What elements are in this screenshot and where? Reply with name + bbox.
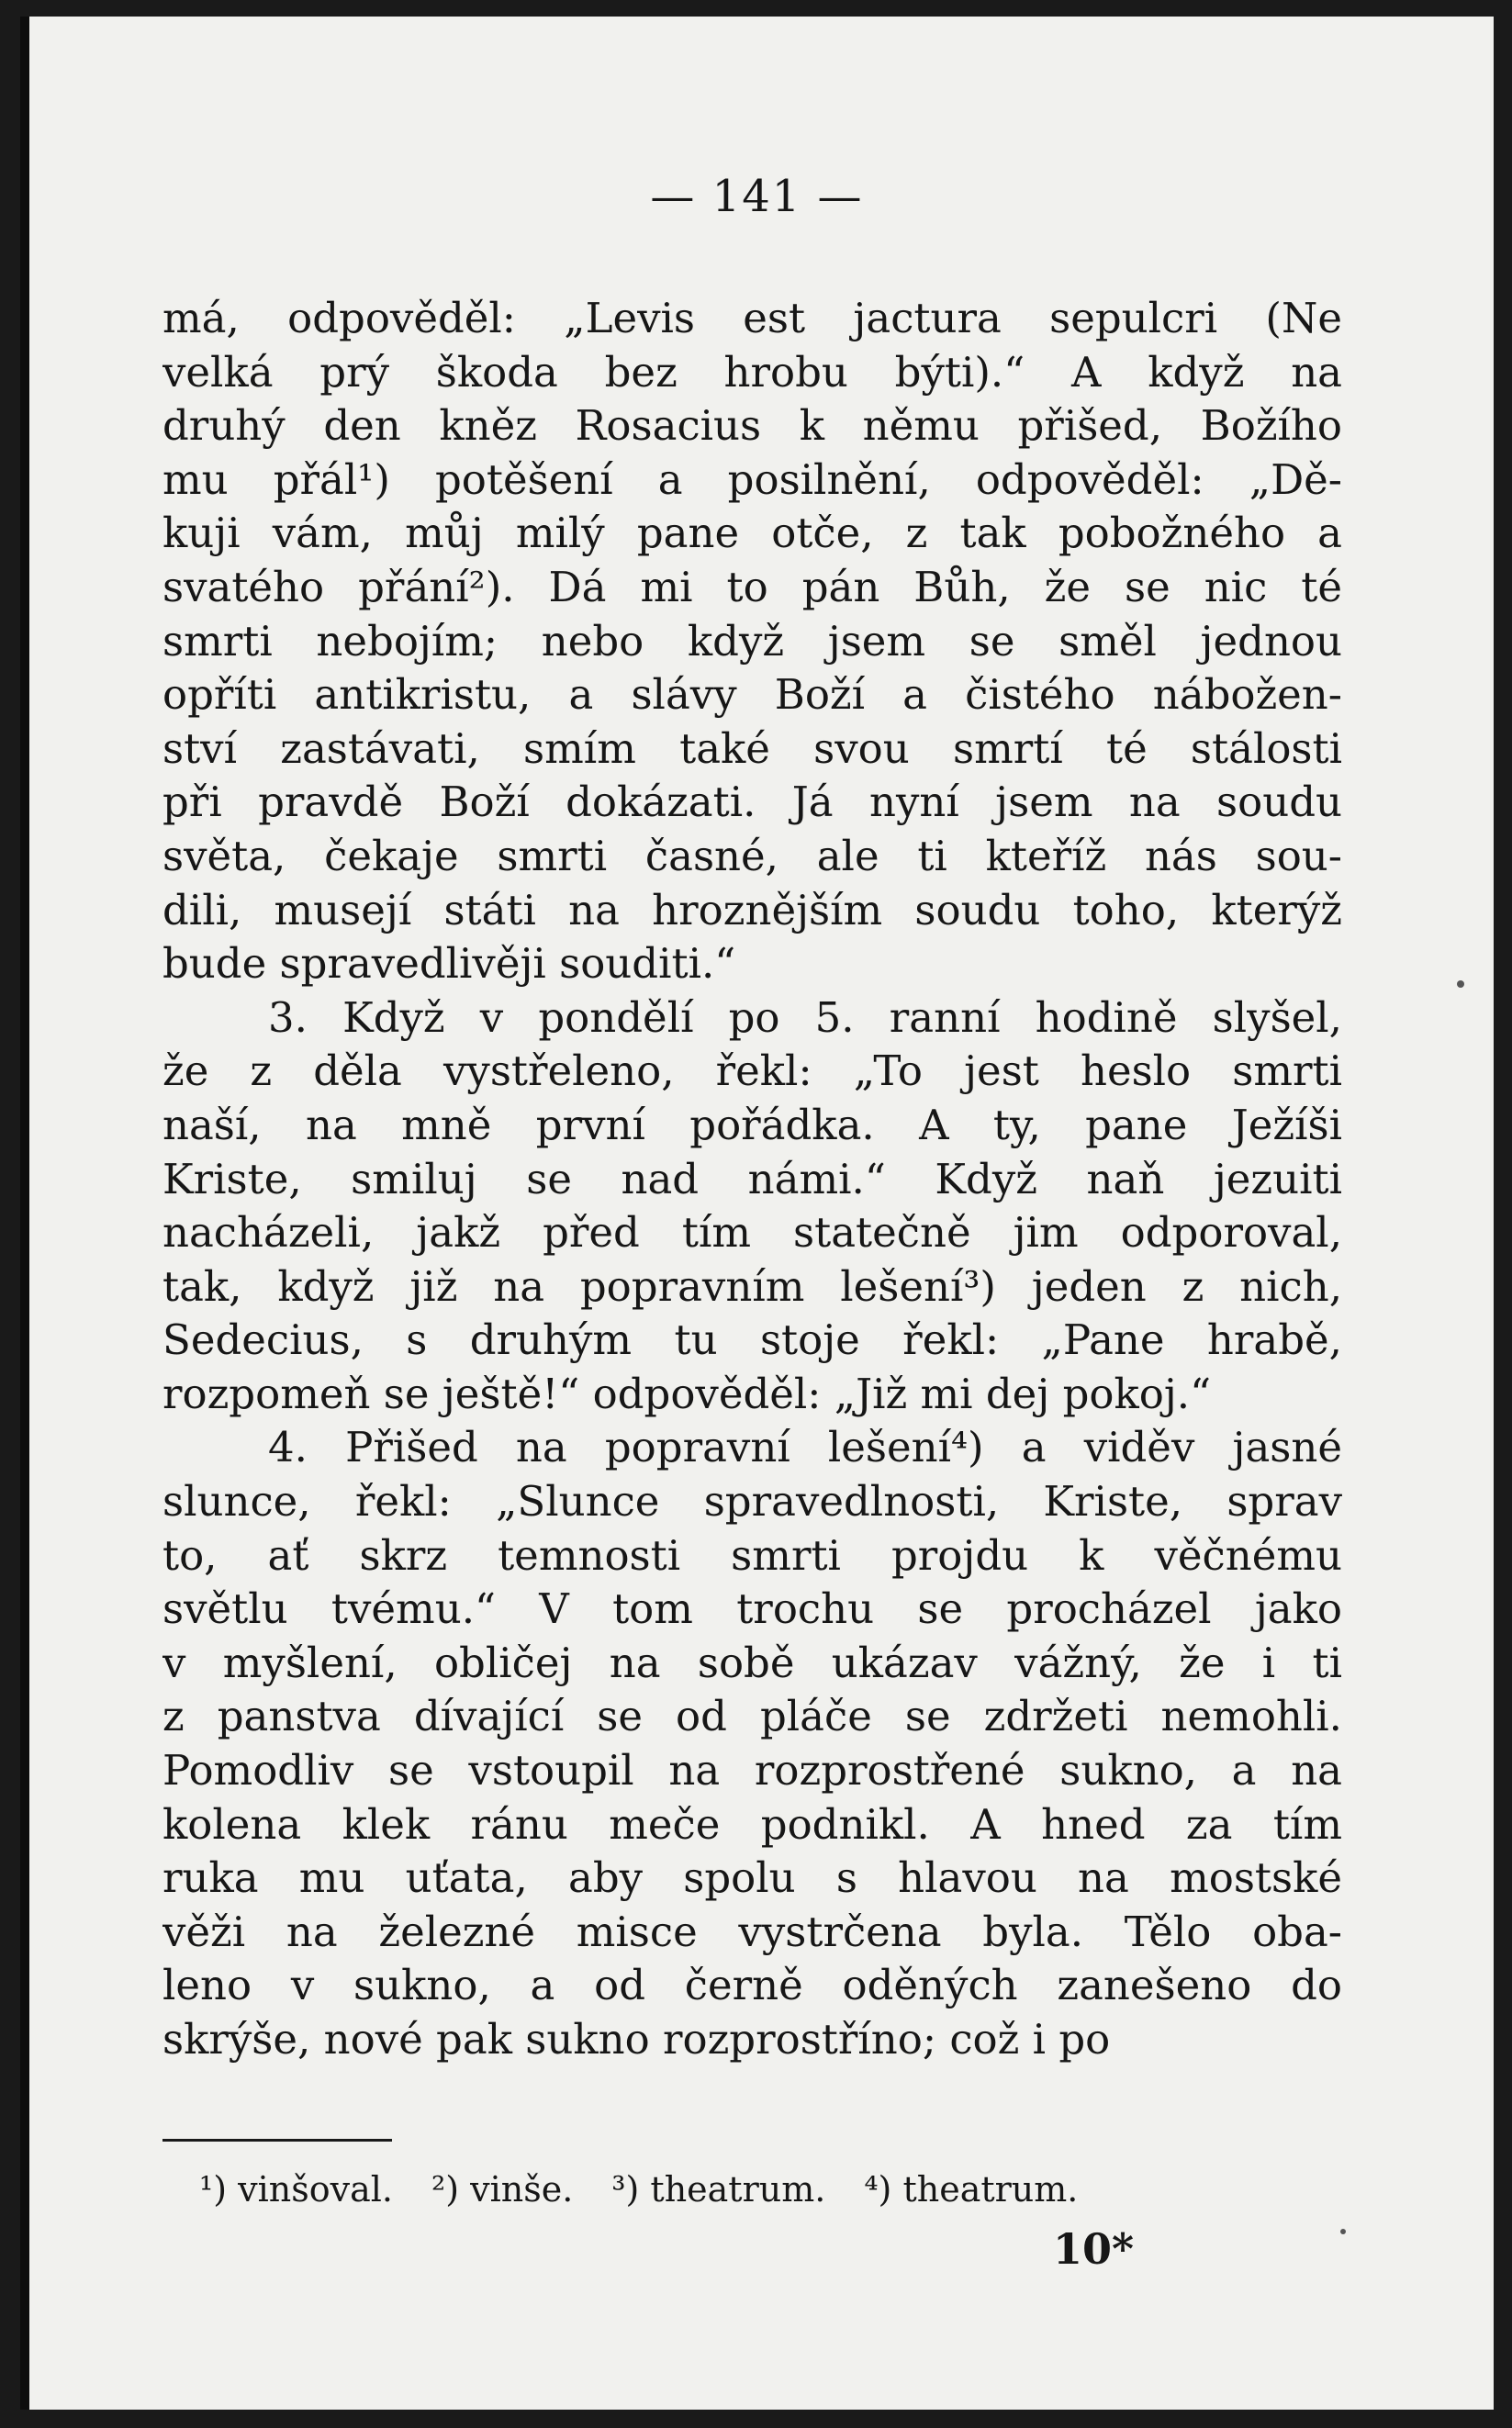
- text-line: rozpomeň se ještě!“ odpověděl: „Již mi dej pokoj.“: [162, 1369, 1212, 1418]
- text-line: naší, na mně první pořádka. A ty, pane Ježíši: [162, 1100, 1342, 1149]
- footnote: ⁴) theatrum.: [864, 2169, 1079, 2210]
- text-line: svatého přání²). Dá mi to pán Bůh, že se nic té: [162, 562, 1342, 611]
- text-line: mu přál¹) potěšení a posilnění, odpověděl: „Dě-: [162, 454, 1342, 504]
- text-line: velká prý škoda bez hrobu býti).“ A když na: [162, 347, 1342, 397]
- book-page: [20, 17, 1494, 2410]
- text-line: tak, když již na popravním lešení³) jeden z nich,: [162, 1261, 1342, 1311]
- text-line: že z děla vystřeleno, řekl: „To jest heslo smrti: [162, 1046, 1342, 1096]
- footnote: ²) vinše.: [431, 2169, 574, 2210]
- text-line: druhý den kněz Rosacius k němu přišed, Božího: [162, 401, 1342, 451]
- text-line: Kriste, smiluj se nad námi.“ Když naň jezuiti: [162, 1154, 1342, 1203]
- footnote: ³) theatrum.: [611, 2169, 826, 2210]
- footnote-separator: [162, 2139, 392, 2142]
- page-edge-shadow: [20, 17, 29, 2410]
- text-line: bude spravedlivěji souditi.“: [162, 939, 736, 989]
- footnotes: [199, 2169, 1282, 2210]
- text-line: v myšlení, obličej na sobě ukázav vážný, že i ti: [162, 1638, 1342, 1687]
- text-line: dili, musejí státi na hroznějším soudu toho, kterýž: [162, 885, 1342, 934]
- text-line: skrýše, nové pak sukno rozprostříno; což i po: [162, 2015, 1111, 2064]
- text-line: nacházeli, jakž před tím statečně jim odporoval,: [162, 1208, 1342, 1258]
- footnote: ¹) vinšoval.: [199, 2169, 393, 2210]
- page-number: — 141 —: [650, 171, 864, 222]
- text-line: 4. Přišed na popravní lešení⁴) a viděv jasné: [268, 1423, 1342, 1472]
- text-line: kuji vám, můj milý pane otče, z tak pobožného a: [162, 509, 1342, 558]
- text-line: z panstva dívající se od pláče se zdržeti nemohli.: [162, 1692, 1342, 1741]
- paper-speck: [1340, 2229, 1346, 2234]
- text-line: kolena klek ránu meče podnikl. A hned za tím: [162, 1799, 1342, 1849]
- text-line: Pomodliv se vstoupil na rozprostřené sukno, a na: [162, 1746, 1342, 1796]
- text-line: ství zastávati, smím také svou smrtí té stálosti: [162, 723, 1342, 773]
- text-line: slunce, řekl: „Slunce spravedlnosti, Kriste, sprav: [162, 1477, 1342, 1527]
- text-line: 3. Když v pondělí po 5. ranní hodině slyšel,: [268, 992, 1342, 1042]
- text-line: světlu tvému.“ V tom trochu se procházel jako: [162, 1584, 1342, 1634]
- body-text: [162, 292, 1342, 2067]
- text-line: světa, čekaje smrti časné, ale ti kteříž nás sou-: [162, 831, 1342, 880]
- text-line: to, ať skrz temnosti smrti projdu k věčnému: [162, 1530, 1342, 1580]
- signature-mark: 10*: [1053, 2224, 1135, 2274]
- text-line: smrti nebojím; nebo když jsem se směl jednou: [162, 616, 1342, 666]
- text-line: má, odpověděl: „Levis est jactura sepulcri (Ne: [162, 294, 1342, 342]
- paper-speck: [1457, 980, 1464, 988]
- text-line: opříti antikristu, a slávy Boží a čistého nábožen-: [162, 670, 1342, 720]
- text-line: při pravdě Boží dokázati. Já nyní jsem na soudu: [162, 778, 1342, 827]
- text-line: věži na železné misce vystrčena byla. Tělo oba-: [162, 1907, 1342, 1956]
- text-line: Sedecius, s druhým tu stoje řekl: „Pane hrabě,: [162, 1315, 1342, 1365]
- text-line: leno v sukno, a od černě oděných zanešeno do: [162, 1961, 1342, 2010]
- text-line: ruka mu uťata, aby spolu s hlavou na mostské: [162, 1853, 1342, 1903]
